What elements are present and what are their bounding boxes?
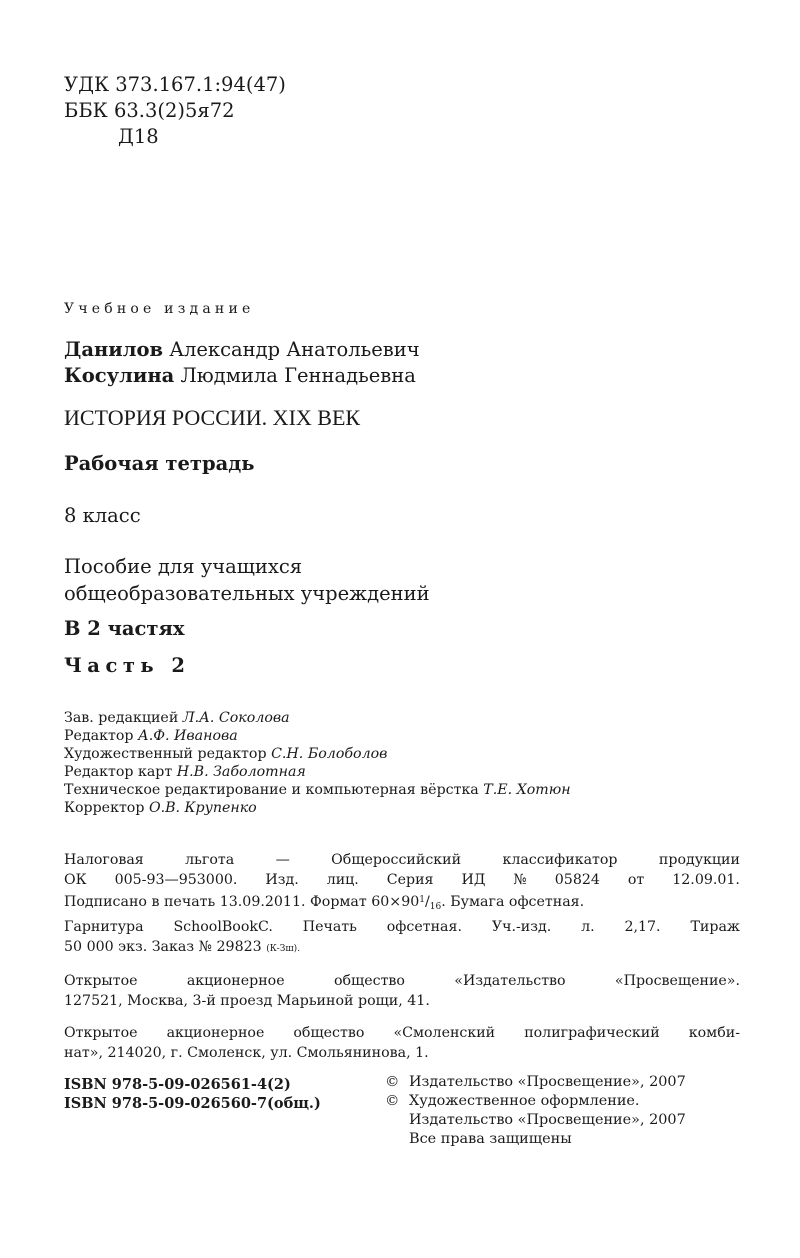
word: акционерное xyxy=(186,973,285,989)
copyright-icon: © xyxy=(385,1093,400,1109)
print-info-line-4 xyxy=(64,917,740,937)
author-1-given: Александр Анатольевич xyxy=(169,338,420,361)
copyright-line-3: Издательство «Просвещение», 2007 xyxy=(409,1112,686,1128)
word: Гарнитура xyxy=(64,919,144,935)
print-info-line-5: 50 000 экз. Заказ № 29823 (К-Зш). xyxy=(64,939,301,955)
credit-line xyxy=(64,727,571,745)
word: Тираж xyxy=(690,919,740,935)
format-sub: 16 xyxy=(429,902,442,912)
credit-line xyxy=(64,799,571,817)
word: 05824 xyxy=(554,872,600,888)
word: акционерное xyxy=(166,1025,265,1041)
word: — xyxy=(275,852,290,868)
copyright-line-4: Все права защищены xyxy=(409,1131,572,1147)
order-code: (К-Зш). xyxy=(266,944,301,954)
credit-role: Художественный редактор xyxy=(64,746,267,762)
format-sup: 1 xyxy=(419,895,425,905)
word: продукции xyxy=(658,852,740,868)
word: общество xyxy=(333,973,405,989)
author-1 xyxy=(64,337,420,363)
purpose-line-1: Пособие для учащихся xyxy=(64,555,303,578)
word: № xyxy=(513,872,527,888)
print-info-line-3 xyxy=(64,890,740,917)
isbn-total: ISBN 978-5-09-026560-7(общ.) xyxy=(64,1095,321,1112)
purpose-line-2: общеобразовательных учреждений xyxy=(64,582,430,605)
word: Открытое xyxy=(64,1025,138,1041)
author-mark: Д18 xyxy=(118,125,159,148)
credit-name: А.Ф. Иванова xyxy=(138,728,238,744)
word: SchoolBookC. xyxy=(173,919,273,935)
parts-total: В 2 частях xyxy=(64,617,185,640)
author-1-surname: Данилов xyxy=(64,338,164,361)
credit-line xyxy=(64,763,571,781)
word: комби- xyxy=(688,1025,740,1041)
isbn-part: ISBN 978-5-09-026561-4(2) xyxy=(64,1076,291,1093)
word: Открытое xyxy=(64,973,138,989)
copyright-line-1: © Издательство «Просвещение», 2007 xyxy=(385,1074,686,1090)
classification-block xyxy=(64,72,286,150)
udk-code: УДК 373.167.1:94(47) xyxy=(64,73,286,96)
book-title: ИСТОРИЯ РОССИИ. XIX ВЕК xyxy=(64,405,361,430)
copyright-block xyxy=(385,1073,686,1149)
grade-label: 8 класс xyxy=(64,504,141,527)
credits-block xyxy=(64,709,571,817)
word: от xyxy=(627,872,645,888)
bbk-code: ББК 63.3(2)5я72 xyxy=(64,99,235,122)
credit-role: Зав. редакцией xyxy=(64,710,179,726)
word: Серия xyxy=(386,872,434,888)
book-subtitle: Рабочая тетрадь xyxy=(64,452,255,475)
word: «Смоленский xyxy=(393,1025,496,1041)
credit-name: Л.А. Соколова xyxy=(182,710,290,726)
author-2 xyxy=(64,363,420,389)
print-info-line-1 xyxy=(64,850,740,870)
purpose-block xyxy=(64,553,430,607)
edition-type: Учебное издание xyxy=(64,301,255,317)
credit-name: Н.В. Заболотная xyxy=(176,764,306,780)
word: «Издательство xyxy=(454,973,566,989)
word: классификатор xyxy=(502,852,618,868)
part-number: Часть 2 xyxy=(64,654,191,677)
word: льгота xyxy=(185,852,235,868)
printer-line-2: нат», 214020, г. Смоленск, ул. Смольянинова, 1. xyxy=(64,1045,429,1061)
word: 2,17. xyxy=(624,919,661,935)
credit-role: Техническое редактирование и компьютерная вёрстка xyxy=(64,782,479,798)
credit-name: С.Н. Болоболов xyxy=(271,746,388,762)
publisher-line-1 xyxy=(64,971,740,991)
credit-name: О.В. Крупенко xyxy=(148,800,257,816)
publisher-line-2: 127521, Москва, 3-й проезд Марьиной рощи, 41. xyxy=(64,993,430,1009)
publication-details xyxy=(64,850,740,1063)
credit-line xyxy=(64,709,571,727)
printer-line-1 xyxy=(64,1023,740,1043)
word: общество xyxy=(293,1025,365,1041)
word: офсетная. xyxy=(386,919,462,935)
copyright-icon: © xyxy=(385,1074,400,1090)
author-2-surname: Косулина xyxy=(64,364,175,387)
credit-line xyxy=(64,781,571,799)
word: Общероссийский xyxy=(331,852,462,868)
author-2-given: Людмила Геннадьевна xyxy=(180,364,416,387)
isbn-block xyxy=(64,1075,321,1113)
credit-line xyxy=(64,745,571,763)
credit-name: Т.Е. Хотюн xyxy=(483,782,571,798)
word: лиц. xyxy=(326,872,359,888)
credit-role: Редактор xyxy=(64,728,134,744)
word: Печать xyxy=(302,919,357,935)
word: 12.09.01. xyxy=(672,872,740,888)
word: л. xyxy=(581,919,595,935)
word: ИД xyxy=(461,872,486,888)
authors-block xyxy=(64,337,420,389)
credit-role: Редактор карт xyxy=(64,764,173,780)
word: Налоговая xyxy=(64,852,144,868)
credit-role: Корректор xyxy=(64,800,145,816)
word: «Просвещение». xyxy=(614,973,740,989)
print-info-line-2 xyxy=(64,870,740,890)
word: ОК xyxy=(64,872,87,888)
copyright-line-2: © Художественное оформление. xyxy=(385,1093,640,1109)
word: полиграфический xyxy=(524,1025,660,1041)
word: 005-93—953000. xyxy=(114,872,238,888)
print-info-line-3-text: Подписано в печать 13.09.2011. Формат $60\times 90^1/16$. Бумага офсетная. xyxy=(64,890,584,917)
word: Уч.-изд. xyxy=(491,919,552,935)
word: Изд. xyxy=(265,872,299,888)
